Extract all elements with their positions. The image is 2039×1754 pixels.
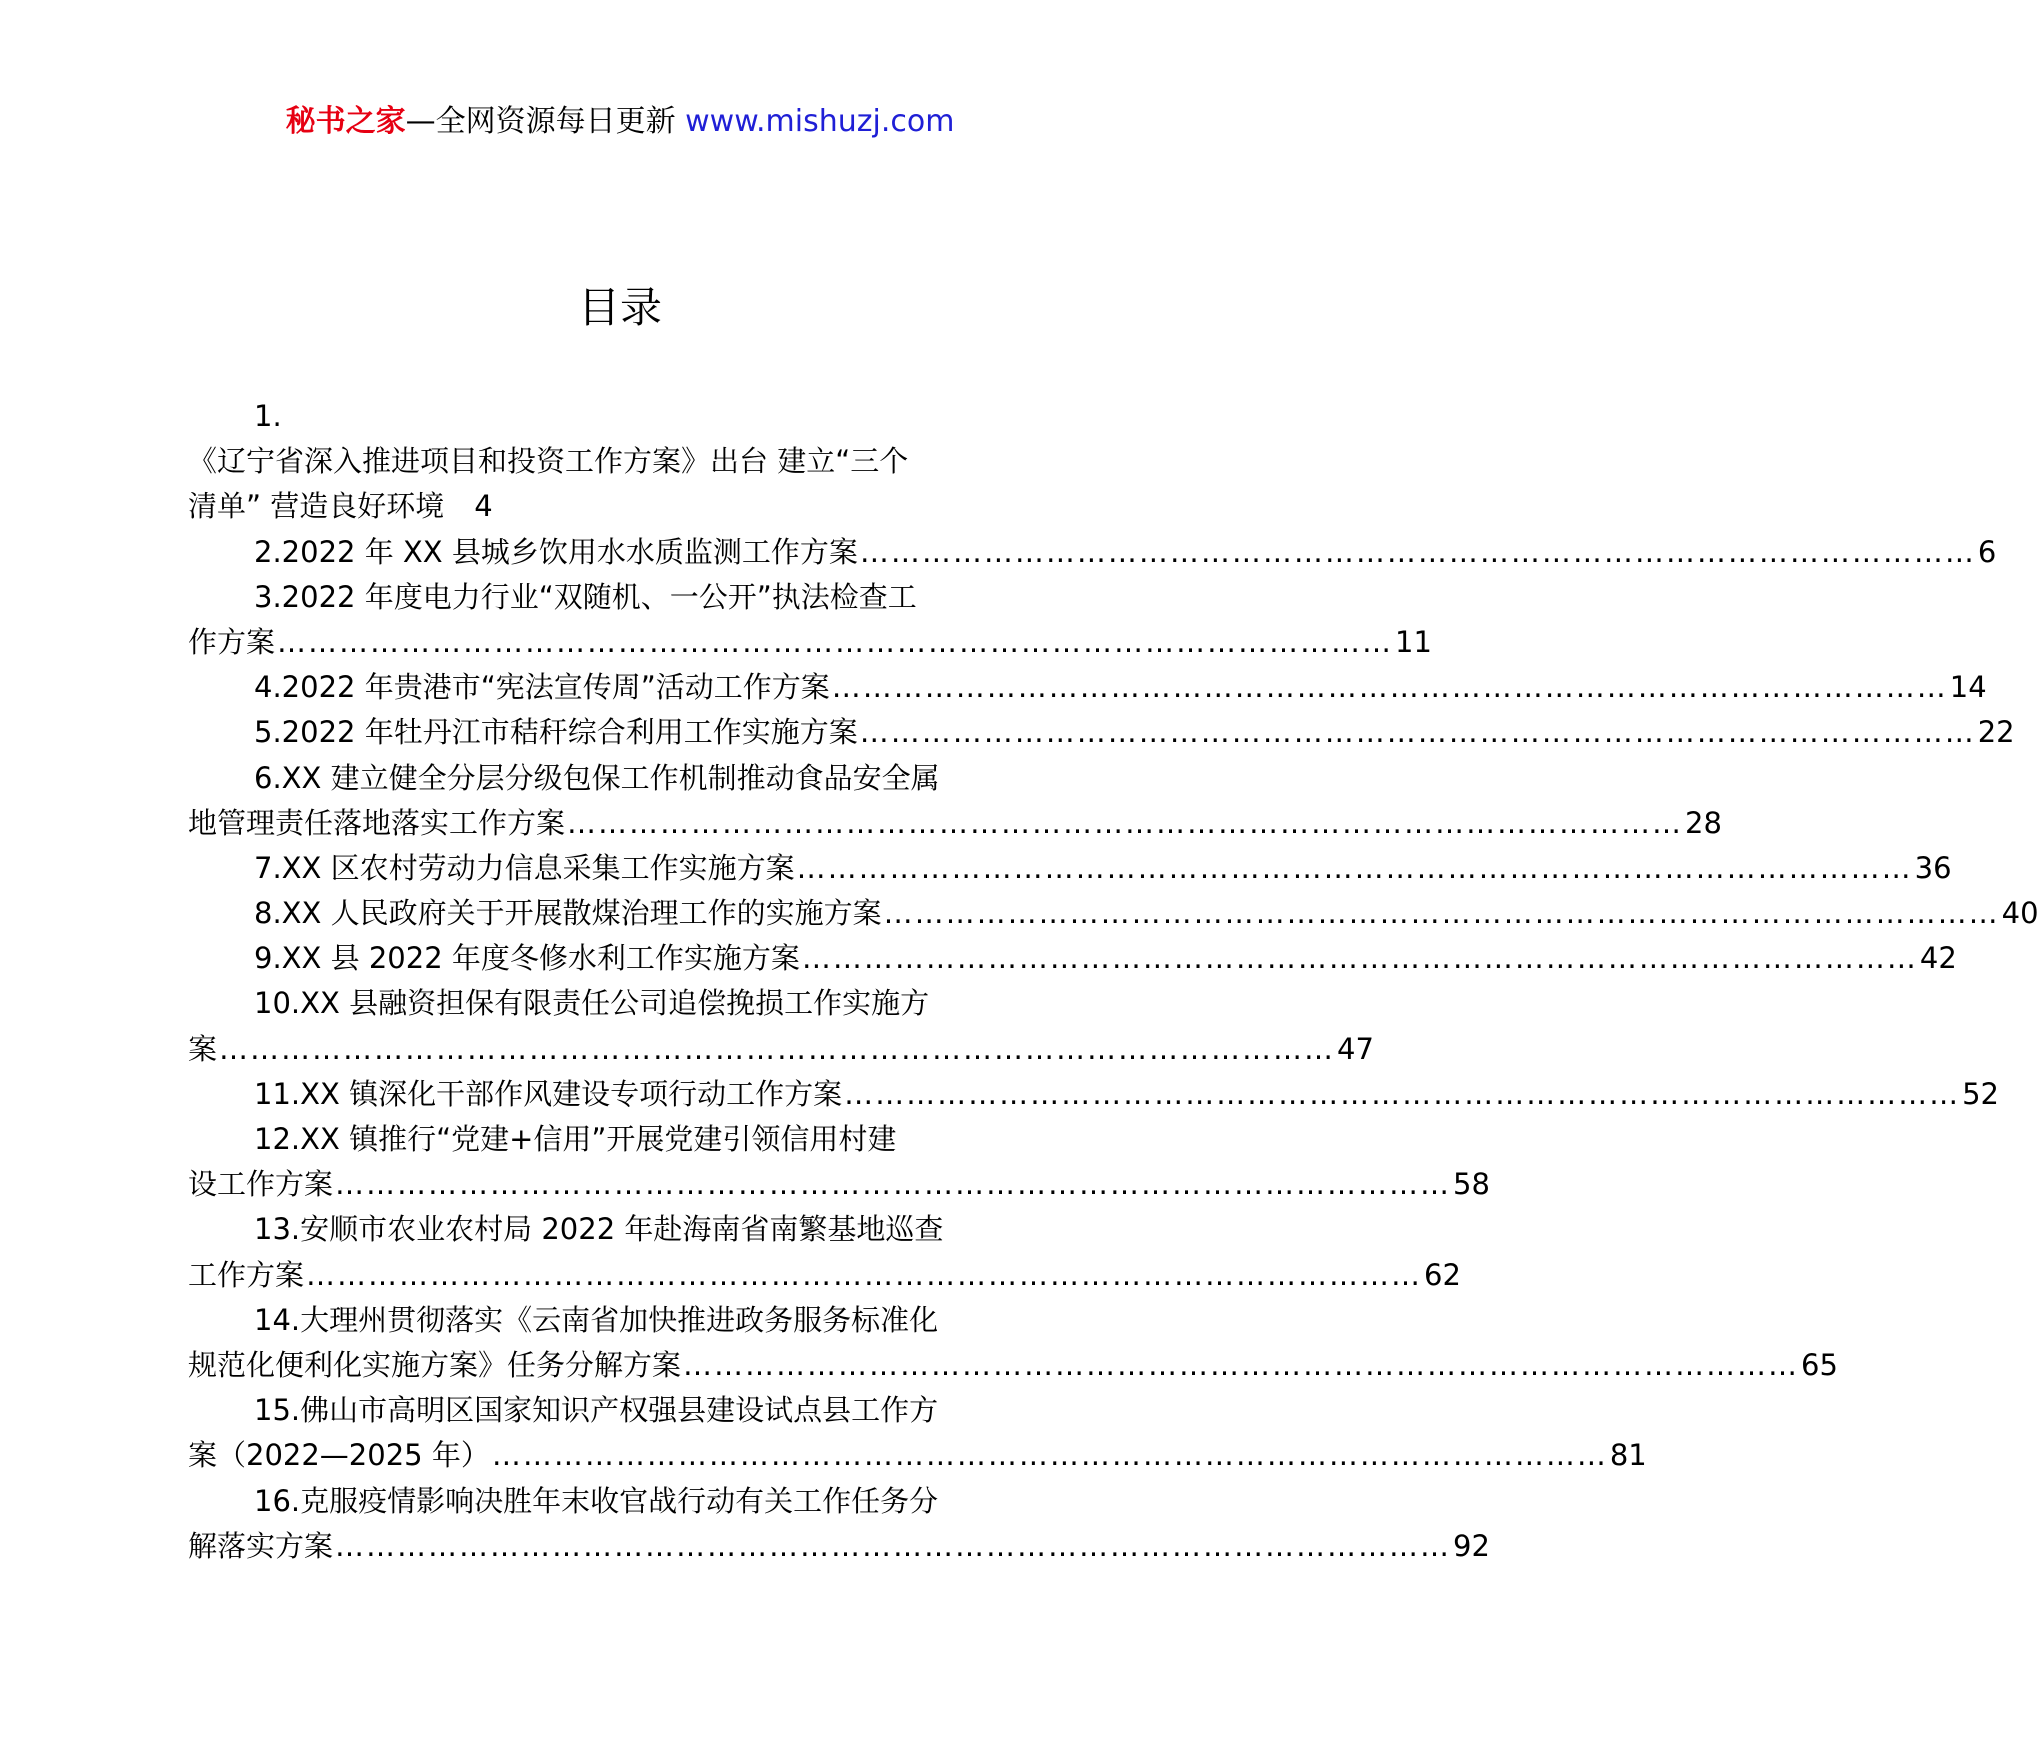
toc-entry-text: 规范化便利化实施方案》任务分解方案 bbox=[188, 1347, 682, 1382]
toc-entry-15-line1[interactable] bbox=[188, 1388, 1050, 1433]
toc-entry-text: 案（2022—2025 年） bbox=[188, 1438, 490, 1473]
toc-entry-text: 工作方案 bbox=[188, 1257, 305, 1292]
toc-entry-text: 6.XX 建立健全分层分级包保工作机制推动食品安全属 bbox=[254, 760, 940, 795]
toc-entry-text: 2.2022 年 XX 县城乡饮用水水质监测工作方案 bbox=[254, 534, 858, 569]
toc-entry-14-line2[interactable] bbox=[188, 1343, 1838, 1388]
toc-leader-dots: ……………………………………………………………………………………………… bbox=[277, 624, 1394, 659]
toc-page-number: 22 bbox=[1977, 715, 2015, 750]
brand-name: 秘书之家 bbox=[285, 104, 406, 139]
toc-page-number: 92 bbox=[1453, 1528, 1490, 1563]
toc-entry-text: 12.XX 镇推行“党建+信用”开展党建引领信用村建 bbox=[254, 1122, 897, 1156]
toc-entry-text: 作方案 bbox=[188, 624, 276, 659]
toc-page-number: 36 bbox=[1914, 850, 1952, 885]
toc-entry-11[interactable] bbox=[188, 1072, 1999, 1117]
toc-entry-text: 案 bbox=[188, 1031, 218, 1066]
toc-leader-dots: ……………………………………………………………………………………………… bbox=[491, 1438, 1608, 1473]
toc-entry-2[interactable] bbox=[188, 530, 1997, 575]
toc-page-number: 11 bbox=[1395, 624, 1432, 659]
toc-entry-text: 15.佛山市高明区国家知识产权强县建设试点县工作方 bbox=[254, 1393, 939, 1428]
toc-entry-text: 5.2022 年牡丹江市秸秆综合利用工作实施方案 bbox=[254, 715, 858, 750]
toc-leader-dots: ……………………………………………………………………………………………… bbox=[883, 896, 2000, 931]
toc-entry-6-line1[interactable] bbox=[188, 756, 1050, 801]
toc-page-number: 28 bbox=[1685, 805, 1722, 840]
toc-entry-text: 14.大理州贯彻落实《云南省加快推进政务服务标准化 bbox=[254, 1302, 939, 1337]
toc-leader-dots: ……………………………………………………………………………………………… bbox=[335, 1528, 1452, 1563]
toc-entry-text: 11.XX 镇深化干部作风建设专项行动工作方案 bbox=[254, 1076, 843, 1111]
toc-entry-8[interactable] bbox=[188, 891, 2039, 936]
toc-entry-4[interactable] bbox=[188, 665, 1987, 710]
toc-entry-10-line2[interactable] bbox=[188, 1027, 1374, 1072]
toc-entry-10-line1[interactable] bbox=[188, 981, 1050, 1026]
toc-entry-16-line1[interactable] bbox=[188, 1479, 1050, 1524]
toc-entry-text: 3.2022 年度电力行业“双随机、一公开”执法检查工 bbox=[254, 579, 917, 614]
toc-page-number: 62 bbox=[1424, 1257, 1461, 1292]
toc-entry-text: 16.克服疫情影响决胜年末收官战行动有关工作任务分 bbox=[254, 1483, 939, 1518]
toc-leader-dots: ……………………………………………………………………………………………… bbox=[335, 1167, 1452, 1202]
toc-entry-text: 9.XX 县 2022 年度冬修水利工作实施方案 bbox=[254, 941, 800, 976]
toc-page-number: 65 bbox=[1801, 1347, 1838, 1382]
toc-entry-text: 解落实方案 bbox=[188, 1528, 334, 1563]
toc-leader-dots: ……………………………………………………………………………………………… bbox=[796, 850, 1913, 885]
toc-leader-dots: ……………………………………………………………………………………………… bbox=[859, 534, 1976, 569]
toc-entry-3-line1[interactable] bbox=[188, 575, 1050, 620]
toc-leader-dots: ……………………………………………………………………………………………… bbox=[683, 1347, 1800, 1382]
table-of-contents bbox=[188, 394, 2039, 1569]
toc-entry-5[interactable] bbox=[188, 710, 2015, 755]
toc-entry-1-line1[interactable] bbox=[188, 439, 1050, 484]
toc-page-number: 81 bbox=[1609, 1438, 1647, 1473]
toc-entry-12-line2[interactable] bbox=[188, 1162, 1490, 1207]
toc-entry-text: 8.XX 人民政府关于开展散煤治理工作的实施方案 bbox=[254, 896, 882, 931]
toc-entry-text: 清单” 营造良好环境 bbox=[188, 489, 445, 524]
toc-entry-text: 10.XX 县融资担保有限责任公司追偿挽损工作实施方 bbox=[254, 986, 930, 1021]
toc-entry-16-line2[interactable] bbox=[188, 1524, 1490, 1569]
toc-page-number: 58 bbox=[1453, 1167, 1490, 1202]
toc-leader-dots: ……………………………………………………………………………………………… bbox=[859, 715, 1976, 750]
toc-entry-text: 13.安顺市农业农村局 2022 年赴海南省南繁基地巡查 bbox=[254, 1212, 944, 1247]
toc-entry-text: 设工作方案 bbox=[188, 1167, 334, 1202]
toc-entry-text: 4.2022 年贵港市“宪法宣传周”活动工作方案 bbox=[254, 670, 830, 705]
toc-leader-dots: ……………………………………………………………………………………………… bbox=[844, 1076, 1961, 1111]
toc-page-number: 40 bbox=[2001, 896, 2039, 931]
toc-page-number: 47 bbox=[1337, 1031, 1374, 1066]
toc-leader-dots: ……………………………………………………………………………………………… bbox=[306, 1257, 1423, 1292]
toc-page-number: 14 bbox=[1949, 670, 1987, 705]
toc-page-number: 6 bbox=[1977, 534, 1997, 569]
site-url-link[interactable]: www.mishuzj.com bbox=[685, 104, 955, 139]
toc-leader-dots: ……………………………………………………………………………………………… bbox=[801, 941, 1918, 976]
toc-entry-7[interactable] bbox=[188, 846, 1952, 891]
toc-entry-13-line1[interactable] bbox=[188, 1207, 1050, 1252]
toc-entry-9[interactable] bbox=[188, 936, 1957, 981]
site-header bbox=[0, 100, 1240, 144]
toc-leader-dots: ……………………………………………………………………………………………… bbox=[219, 1031, 1336, 1066]
toc-leader-dots: ……………………………………………………………………………………………… bbox=[567, 805, 1684, 840]
toc-entry-6-line2[interactable] bbox=[188, 801, 1722, 846]
toc-entry-text: 1. bbox=[254, 399, 282, 433]
toc-entry-1-line2[interactable] bbox=[188, 484, 1050, 529]
toc-entry-text: 7.XX 区农村劳动力信息采集工作实施方案 bbox=[254, 850, 795, 885]
toc-page-number: 42 bbox=[1919, 941, 1957, 976]
toc-entry-15-line2[interactable] bbox=[188, 1433, 1647, 1478]
toc-entry-3-line2[interactable] bbox=[188, 620, 1432, 665]
toc-leader-dots: ……………………………………………………………………………………………… bbox=[831, 670, 1948, 705]
toc-page-number: 52 bbox=[1962, 1076, 1999, 1111]
toc-entry-1-number[interactable] bbox=[188, 394, 1050, 439]
toc-entry-13-line2[interactable] bbox=[188, 1253, 1461, 1298]
toc-entry-text: 地管理责任落地落实工作方案 bbox=[188, 805, 566, 840]
toc-entry-12-line1[interactable] bbox=[188, 1117, 1050, 1162]
header-tagline: —全网资源每日更新 bbox=[405, 104, 676, 139]
toc-page-number: 4 bbox=[474, 489, 493, 524]
toc-entry-14-line1[interactable] bbox=[188, 1298, 1050, 1343]
toc-entry-text: 《辽宁省深入推进项目和投资工作方案》出台 建立“三个 bbox=[188, 444, 909, 479]
page-title: 目录 bbox=[577, 283, 662, 332]
